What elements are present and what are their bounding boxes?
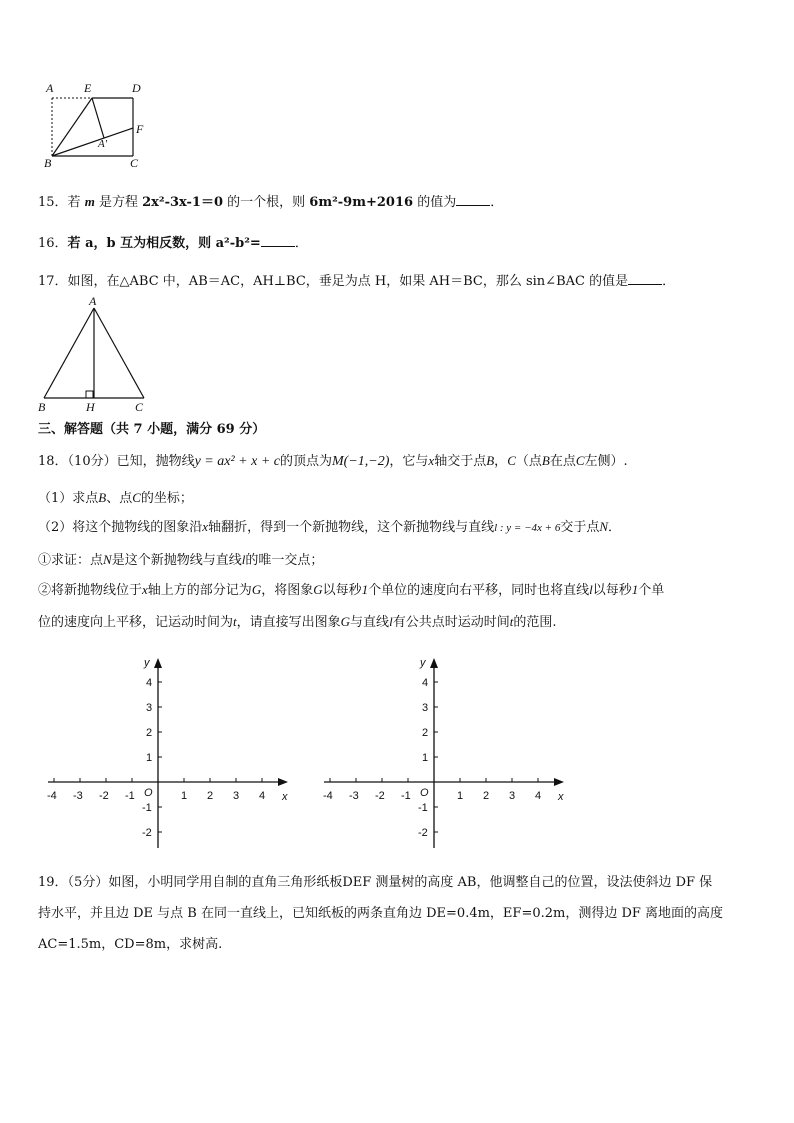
question-16 — [38, 234, 308, 253]
rect-label-b: B — [44, 156, 52, 170]
question-18-part-1 — [38, 489, 193, 508]
q18-part2-x: x — [202, 519, 209, 534]
q15-number: 15． — [38, 195, 68, 210]
rect-label-c: C — [130, 156, 139, 170]
q17-text: 如图，在△ABC 中，AB＝AC，AH⊥BC，垂足为点 H，如果 AH＝BC，那么 sin∠BAC 的值是 — [67, 274, 629, 289]
right-grid-origin-label: O — [420, 787, 429, 799]
q15-text-c: 的一个根，则 — [223, 195, 310, 210]
rect-label-f: F — [136, 122, 144, 136]
q18-sub2-c: ，将图象 — [261, 583, 314, 598]
left-grid-y-tick-label: 2 — [146, 727, 153, 739]
right-grid-x-tick-label: 1 — [457, 790, 464, 802]
rect-label-e: E — [84, 81, 92, 95]
q15-equation: 2x²-3x-1＝0 — [142, 195, 224, 210]
question-18-sub-1 — [38, 551, 323, 570]
q18-part1-c: 的坐标； — [140, 491, 193, 506]
q18-sub2-g2: G — [313, 582, 323, 597]
isosceles-triangle-figure — [36, 294, 156, 414]
right-grid-x-tick-label: 2 — [483, 790, 490, 802]
question-19-line-2: 持水平，并且边 DE 与点 B 在同一直线上，已知纸板的两条直角边 DE=0.4m，EF=0.2m，测得边 DF 离地面的高度 — [38, 906, 724, 921]
rect-label-a-prime: A' — [98, 138, 108, 150]
left-grid-origin-label: O — [144, 787, 153, 799]
left-grid-y-label: y — [144, 657, 150, 669]
question-19-line-3: AC=1.5m，CD=8m，求树高. — [38, 937, 223, 952]
q18-sub2-x: x — [142, 582, 148, 597]
q18-sub3-g: G — [340, 614, 351, 629]
tri-label-c: C — [135, 400, 144, 414]
left-grid-x-tick-label: 1 — [181, 790, 188, 802]
left-grid-x-tick-label: -2 — [99, 790, 109, 802]
q18-sub3-e: 的范围. — [513, 615, 557, 630]
q16-text: 若 a，b 互为相反数，则 a²-b²= — [67, 236, 261, 251]
q18-line1-b2: B — [541, 453, 550, 468]
q18-line1-h: 左侧）. — [584, 454, 628, 469]
q16-answer-blank — [261, 234, 295, 247]
q18-line1-g: 在点 — [549, 454, 576, 469]
question-18-part-2 — [38, 518, 621, 537]
q18-line1-e: ， — [494, 454, 508, 469]
rect-label-d: D — [132, 81, 141, 95]
right-grid-x-tick-label: -2 — [375, 790, 385, 802]
right-grid-x-tick-label: -1 — [401, 790, 411, 802]
q18-line1-b: 的顶点为 — [280, 454, 333, 469]
left-grid-x-tick-label: -1 — [125, 790, 135, 802]
q18-line1-f: （点 — [515, 454, 542, 469]
left-grid-x-tick-label: -4 — [47, 790, 57, 802]
q17-answer-blank — [628, 272, 662, 285]
right-grid-y-tick-label: -1 — [418, 802, 428, 814]
q18-part1-a: （1）求点 — [38, 491, 99, 506]
q18-sub2-g: G — [251, 582, 262, 597]
left-grid-y-tick-label: 3 — [146, 702, 153, 714]
q18-sub1-c: 的唯一交点； — [245, 553, 324, 568]
q15-expression: 6m²-9m+2016 — [309, 195, 414, 210]
right-grid-y-tick-label: 3 — [422, 702, 429, 714]
tri-label-a: A — [89, 294, 97, 308]
q18-part1-b-point: B — [98, 490, 107, 505]
q15-end: ． — [490, 195, 504, 210]
left-grid-y-tick-label: 4 — [146, 677, 153, 689]
q18-sub3-c: 与直线 — [350, 615, 390, 630]
right-grid-x-arrow-icon — [554, 778, 564, 786]
q18-part2-d: ． — [608, 520, 622, 535]
question-15 — [38, 193, 503, 212]
right-grid-y-tick-label: -2 — [418, 827, 428, 839]
question-19-line-1: 19．（5分）如图，小明同学用自制的直角三角形纸板DEF 测量树的高度 AB，他调整自己的位置，设法使斜边 DF 保 — [38, 875, 713, 890]
right-grid-y-tick-label: 4 — [422, 677, 429, 689]
left-grid-x-tick-label: 4 — [259, 790, 266, 802]
right-grid-y-label: y — [420, 657, 426, 669]
question-18-sub-2 — [38, 581, 664, 600]
left-grid-x-tick-label: 3 — [233, 790, 240, 802]
q18-sub2-one: 1 — [361, 582, 369, 597]
left-grid-x-tick-label: 2 — [207, 790, 214, 802]
q18-sub2-l: l — [589, 582, 593, 597]
coordinate-axes-left — [40, 650, 300, 855]
q18-sub2-e: 个单位的速度向右平移，同时也将直线 — [368, 583, 590, 598]
right-grid-y-tick-label: 2 — [422, 727, 429, 739]
right-grid-y-arrow-icon — [430, 658, 438, 668]
q18-sub1-l: l — [241, 552, 246, 567]
q18-vertex: M(−1,−2) — [332, 454, 390, 469]
question-18-stem — [38, 452, 628, 471]
q18-sub2-one2: 1 — [631, 582, 639, 597]
q15-text-d: 的值为 — [413, 195, 457, 210]
q18-sub3-b: ，请直接写出图象 — [236, 615, 341, 630]
question-18-sub-2-cont — [38, 613, 556, 632]
q18-part2-a: （2）将这个抛物线的图象沿 — [38, 520, 203, 535]
q16-end: ． — [294, 236, 308, 251]
right-grid-x-tick-label: -3 — [349, 790, 359, 802]
left-grid-x-tick-label: -3 — [73, 790, 83, 802]
q18-sub1-n: N — [103, 552, 112, 567]
left-grid-y-tick-label: -1 — [142, 802, 152, 814]
right-grid-x-tick-label: 4 — [535, 790, 542, 802]
right-grid-y-tick-label: 1 — [422, 752, 429, 764]
q18-line1-c-point: C — [507, 453, 516, 468]
q18-part1-b: 、点 — [106, 491, 133, 506]
q16-number: 16． — [38, 236, 68, 251]
question-17 — [38, 272, 675, 291]
q17-number: 17． — [38, 274, 68, 289]
q18-line1-a: 18．（10分）已知，抛物线 — [38, 454, 195, 469]
q18-part2-b: 轴翻折，得到一个新抛物线，这个新抛物线与直线 — [208, 520, 495, 535]
q18-sub2-f: 以每秒 — [592, 583, 632, 598]
q18-part2-n: N — [599, 519, 609, 534]
q18-line1-d: 轴交于点 — [434, 454, 487, 469]
left-grid-y-tick-label: -2 — [142, 827, 152, 839]
tri-label-h: H — [86, 400, 95, 414]
q18-sub1-a: ①求证：点 — [38, 553, 104, 568]
q18-parabola-eq: y = ax² + x + c — [194, 454, 280, 469]
rect-label-a: A — [46, 81, 54, 95]
right-grid-x-tick-label: 3 — [509, 790, 516, 802]
q18-sub1-b: 是这个新抛物线与直线 — [111, 553, 242, 568]
q18-sub2-b: 轴上方的部分记为 — [147, 583, 252, 598]
left-grid-x-label: x — [282, 791, 288, 803]
q18-sub2-a: ②将新抛物线位于 — [38, 583, 143, 598]
q18-sub3-d: 有公共点时运动时间 — [392, 615, 510, 630]
section-3-heading: 三、解答题（共 7 小题，满分 69 分） — [38, 422, 266, 437]
q15-answer-blank — [456, 193, 490, 206]
q18-sub3-t: t — [233, 614, 237, 629]
q18-sub2-d: 以每秒 — [322, 583, 362, 598]
q18-sub3-l: l — [389, 614, 393, 629]
q18-line1-b-point: B — [486, 453, 495, 468]
q18-line1-c: ，它与 — [389, 454, 429, 469]
left-grid-x-arrow-icon — [278, 778, 288, 786]
q18-sub3-a: 位的速度向上平移，记运动时间为 — [38, 615, 234, 630]
tri-label-b: B — [38, 400, 46, 414]
q18-line-l-eq: l : y = −4x + 6 — [494, 522, 561, 534]
q18-sub2-g-text: 个单 — [638, 583, 665, 598]
q17-end: ． — [662, 274, 676, 289]
right-grid-x-label: x — [558, 791, 564, 803]
left-grid-y-arrow-icon — [154, 658, 162, 668]
right-grid-x-tick-label: -4 — [323, 790, 333, 802]
q18-part2-c: 交于点 — [560, 520, 600, 535]
left-grid-y-tick-label: 1 — [146, 752, 153, 764]
q18-part1-c-point: C — [132, 490, 141, 505]
q15-text-b: 是方程 — [94, 195, 143, 210]
q15-text-a: 若 — [67, 195, 85, 210]
coordinate-axes-right — [316, 650, 576, 855]
q18-line1-c2: C — [575, 453, 585, 468]
q15-var-m: m — [84, 194, 95, 209]
q18-line1-x: x — [428, 453, 435, 468]
q18-sub3-t2: t — [509, 614, 514, 629]
